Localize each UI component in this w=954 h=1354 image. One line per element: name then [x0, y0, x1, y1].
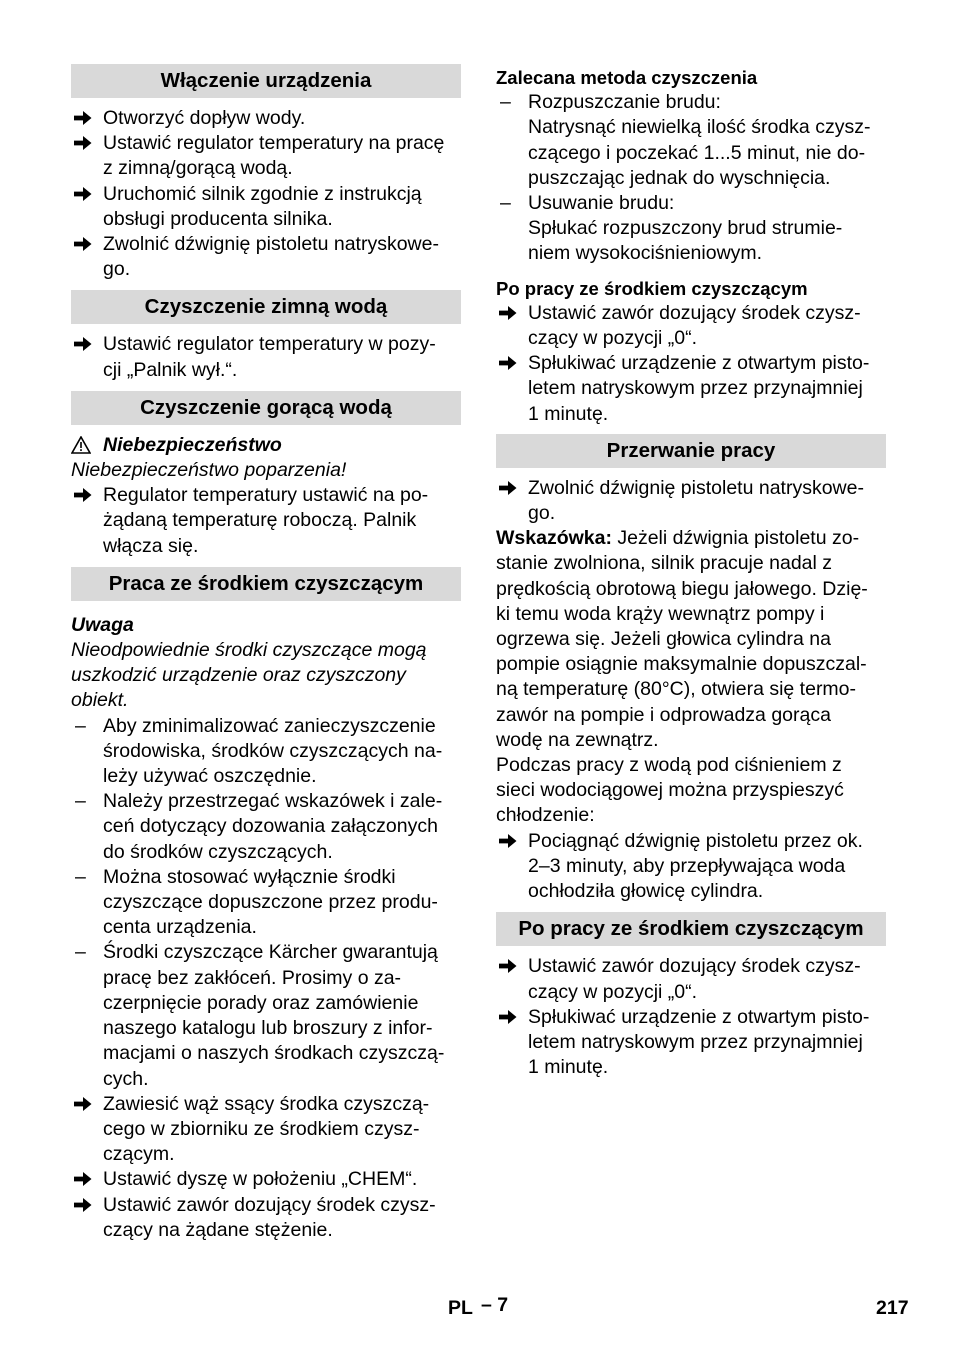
- arrow-right-icon: [499, 829, 517, 854]
- arrow-right-icon: [499, 301, 517, 326]
- list-item-line: Pociągnąć dźwignię pistoletu przez ok.: [528, 829, 863, 852]
- list-item-line: czyszczące dopuszczone przez produ-: [103, 891, 438, 914]
- list-item: [71, 182, 461, 232]
- list-item: [496, 476, 886, 526]
- text-line: Podczas pracy z wodą pod ciśnieniem z: [496, 754, 842, 777]
- section-heading-break: Przerwanie pracy: [496, 434, 886, 468]
- arrow-right-icon: [74, 232, 92, 257]
- text-line: stanie zwolniona, silnik pracuje nadal z: [496, 552, 833, 575]
- list-item-line: cji „Palnik wył.“.: [103, 358, 238, 381]
- list-item: [496, 829, 886, 905]
- list-item-line: go.: [528, 502, 556, 525]
- list-item-line: Ustawić zawór dozujący środek czysz-: [103, 1193, 436, 1216]
- method-dissolve-text: [496, 115, 886, 191]
- list-item-line: Uruchomić silnik zgodnie z instrukcją: [103, 182, 422, 205]
- section-heading-after-work: Po pracy ze środkiem czyszczącym: [496, 912, 886, 946]
- list-after-work-2: [496, 954, 886, 1080]
- right-column: [496, 64, 886, 1080]
- list-break: [496, 476, 886, 526]
- list-item-line: obsługi producenta silnika.: [103, 207, 333, 230]
- footer-section-number: – 7: [481, 1294, 509, 1316]
- list-item-line: włącza się.: [103, 534, 199, 557]
- arrow-right-icon: [74, 1193, 92, 1218]
- dash-marker: –: [75, 941, 86, 964]
- danger-title: Niebezpieczeństwo: [103, 433, 282, 456]
- list-item-line: żądaną temperaturę roboczą. Palnik: [103, 509, 417, 532]
- arrow-right-icon: [74, 483, 92, 508]
- list-item-line: centa urządzenia.: [103, 916, 257, 939]
- list-item-line: Regulator temperatury ustawić na po-: [103, 484, 429, 507]
- danger-text: Niebezpieczeństwo poparzenia!: [71, 459, 347, 482]
- arrow-right-icon: [74, 131, 92, 156]
- list-item-line: go.: [103, 258, 131, 281]
- list-item-line: ceń dotyczący dozowania załączonych: [103, 815, 438, 838]
- list-item: [496, 954, 886, 1004]
- list-item-line: letem natryskowym przez przynajmniej: [528, 1030, 863, 1053]
- list-item-line: Otworzyć dopływ wody.: [103, 107, 306, 129]
- dash-marker: –: [75, 790, 86, 813]
- text-line: wodę na zewnątrz.: [496, 728, 659, 751]
- list-item-line: Ustawić dyszę w położeniu „CHEM“.: [103, 1168, 418, 1191]
- list-item-line: cego w zbiorniku ze środkiem czysz-: [103, 1117, 420, 1140]
- dash-marker: –: [75, 865, 86, 888]
- text-line: pompie osiągnie maksymalnie dopuszczal-: [496, 653, 867, 676]
- list-item: [71, 106, 461, 131]
- text-line: ną temperaturę (80°C), otwiera się termo-: [496, 678, 857, 701]
- recommended-method-heading: Zalecana metoda czyszczenia: [496, 67, 758, 88]
- list-item-line: 2–3 minuty, aby przepływająca woda: [528, 854, 846, 877]
- list-item-line: Ustawić zawór dozujący środek czysz-: [528, 955, 861, 978]
- arrow-right-icon: [499, 351, 517, 376]
- text-line: obiekt.: [71, 689, 129, 712]
- text-line: Natrysnąć niewielką ilość środka czysz-: [528, 116, 871, 139]
- list-item: [71, 789, 461, 865]
- arrow-right-icon: [499, 476, 517, 501]
- list-item-line: Ustawić regulator temperatury na pracę: [103, 132, 445, 155]
- list-item-line: Spłukiwać urządzenie z otwartym pisto-: [528, 1005, 870, 1028]
- list-item: [71, 1092, 461, 1168]
- list-item: [71, 232, 461, 282]
- list-item-line: Ustawić regulator temperatury w pozy-: [103, 333, 436, 356]
- arrow-right-icon: [74, 182, 92, 207]
- list-item: [71, 483, 461, 559]
- text-line: Nieodpowiednie środki czyszczące mogą: [71, 639, 427, 662]
- list-hot-water: [71, 483, 461, 559]
- list-item: [71, 714, 461, 790]
- text-line: chłodzenie:: [496, 804, 595, 827]
- list-item-line: macjami o naszych środkach czyszczą-: [103, 1042, 445, 1065]
- text-line: uszkodzić urządzenie oraz czyszczony: [71, 664, 406, 687]
- text-line: ogrzewa się. Jeżeli głowica cylindra na: [496, 628, 831, 651]
- footer-language: PL: [448, 1297, 473, 1319]
- text-line: Spłukać rozpuszczony brud strumie-: [528, 217, 843, 240]
- arrow-right-icon: [74, 1167, 92, 1192]
- list-item-line: Należy przestrzegać wskazówek i zale-: [103, 790, 443, 813]
- text-line: niem wysokociśnieniowym.: [528, 242, 763, 265]
- list-item: – Usuwanie brudu:: [496, 191, 886, 216]
- text-line: ki temu woda krąży wewnątrz pompy i: [496, 602, 825, 625]
- list-item-line: Zwolnić dźwignię pistoletu natryskowe-: [103, 233, 439, 256]
- footer-page-number: 217: [876, 1297, 909, 1319]
- list-item-line: Zawiesić wąż ssący środka czyszczą-: [103, 1092, 430, 1115]
- hint-text: [496, 551, 886, 753]
- list-item-line: czący w pozycji „0“.: [528, 327, 698, 350]
- arrow-right-icon: [74, 1092, 92, 1117]
- hint-first-line: Wskazówka: Jeżeli dźwignia pistoletu zo-: [496, 527, 860, 550]
- danger-heading: [71, 433, 461, 458]
- list-after-work: [496, 301, 886, 427]
- arrow-right-icon: [74, 106, 92, 131]
- list-item-line: leży używać oszczędnie.: [103, 765, 317, 788]
- note-heading: Uwaga: [71, 613, 134, 636]
- list-cooling: [496, 829, 886, 905]
- arrow-right-icon: [74, 332, 92, 357]
- list-item: [71, 1193, 461, 1243]
- list-item-line: czący w pozycji „0“.: [528, 980, 698, 1003]
- text-line: czącego i poczekać 1...5 minut, nie do-: [528, 141, 866, 164]
- list-item: [71, 940, 461, 1091]
- list-item-line: z zimną/gorącą wodą.: [103, 157, 293, 180]
- arrow-right-icon: [499, 954, 517, 979]
- section-heading-detergent: Praca ze środkiem czyszczącym: [71, 567, 461, 601]
- text-line: sieci wodociągowej można przyspieszyć: [496, 779, 844, 802]
- list-item: [496, 1005, 886, 1081]
- text-line: puszczając jednak do wyschnięcia.: [528, 166, 831, 189]
- list-item-line: naszego katalogu lub broszury z infor-: [103, 1017, 433, 1040]
- dash-marker: –: [500, 192, 511, 215]
- list-switch-on: [71, 106, 461, 282]
- list-detergent-dashes: [71, 714, 461, 1092]
- method-remove-text: [496, 216, 886, 266]
- list-item-line: letem natryskowym przez przynajmniej: [528, 377, 863, 400]
- list-item-line: Zwolnić dźwignię pistoletu natryskowe-: [528, 476, 864, 499]
- section-heading-cold-water: Czyszczenie zimną wodą: [71, 290, 461, 324]
- list-item-line: ochłodziła głowicę cylindra.: [528, 880, 764, 903]
- list-item-line: 1 minutę.: [528, 1056, 609, 1079]
- list-item-line: do środków czyszczących.: [103, 840, 333, 863]
- list-item-line: środowiska, środków czyszczących na-: [103, 739, 443, 762]
- list-item: – Rozpuszczanie brudu:: [496, 90, 886, 115]
- list-item: [71, 332, 461, 382]
- dash-marker: –: [75, 714, 86, 737]
- list-item-line: Ustawić zawór dozujący środek czysz-: [528, 301, 861, 324]
- list-item: [496, 351, 886, 427]
- warning-triangle-icon: [71, 436, 91, 461]
- list-item-line: czerpnięcie porady oraz zamówienie: [103, 991, 419, 1014]
- list-item: [71, 131, 461, 181]
- list-item-line: pracę bez zakłóceń. Prosimy o za-: [103, 966, 402, 989]
- list-item: [496, 301, 886, 351]
- dash-marker: –: [500, 91, 511, 114]
- list-item-line: Aby zminimalizować zanieczyszczenie: [103, 714, 436, 737]
- list-item-line: 1 minutę.: [528, 402, 609, 425]
- section-heading-hot-water: Czyszczenie gorącą wodą: [71, 391, 461, 425]
- list-cold-water: [71, 332, 461, 382]
- left-column: [71, 64, 461, 1243]
- after-work-heading: Po pracy ze środkiem czyszczącym: [496, 277, 808, 299]
- text-line: zawór na pompie i odprowadza gorąca: [496, 703, 831, 726]
- list-item-line: Spłukiwać urządzenie z otwartym pisto-: [528, 352, 870, 375]
- arrow-right-icon: [499, 1005, 517, 1030]
- note-text: [71, 638, 461, 714]
- section-heading-switch-on: Włączenie urządzenia: [71, 64, 461, 98]
- text-line: prędkością obrotową biegu jałowego. Dzię-: [496, 577, 868, 600]
- list-item-line: czący na żądane stężenie.: [103, 1218, 333, 1241]
- list-detergent-steps: [71, 1092, 461, 1243]
- list-item-line: cych.: [103, 1067, 149, 1090]
- list-item: [71, 865, 461, 941]
- cooling-paragraph: [496, 753, 886, 829]
- list-item-line: Środki czyszczące Kärcher gwarantują: [103, 941, 438, 964]
- list-item: [71, 1167, 461, 1192]
- list-item-line: Można stosować wyłącznie środki: [103, 865, 396, 888]
- list-item-line: czącym.: [103, 1143, 175, 1166]
